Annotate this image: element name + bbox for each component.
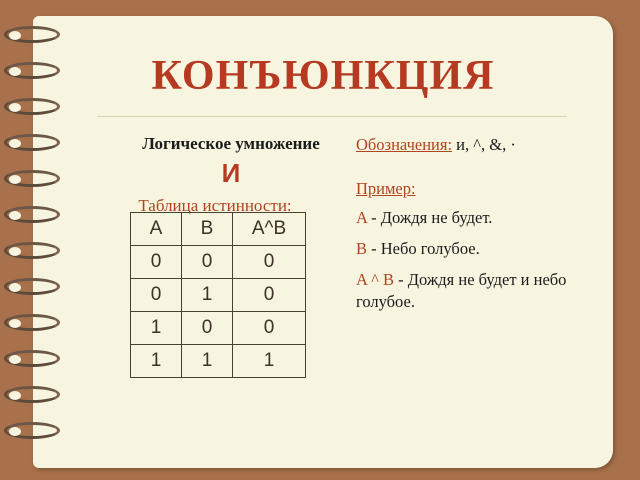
table-cell: 1 xyxy=(182,345,233,378)
table-header-row xyxy=(131,213,306,246)
example-line-2 xyxy=(356,238,586,260)
table-header-cell: B xyxy=(182,213,233,246)
notebook-page xyxy=(33,16,613,468)
table-cell: 1 xyxy=(182,279,233,312)
spiral-ring xyxy=(4,278,60,295)
example-line-3 xyxy=(356,269,586,313)
example-text: - Небо голубое. xyxy=(367,239,480,259)
subtitle: Логическое умножение xyxy=(142,134,320,153)
table-cell: 1 xyxy=(233,345,306,378)
example-variable: A ^ B xyxy=(356,269,395,289)
truth-table xyxy=(130,212,306,378)
spiral-binding xyxy=(0,16,66,468)
table-row xyxy=(131,246,306,279)
table-cell: 0 xyxy=(131,246,182,279)
table-cell: 1 xyxy=(131,345,182,378)
spiral-ring xyxy=(4,314,60,331)
table-cell: 0 xyxy=(182,312,233,345)
table-row xyxy=(131,345,306,378)
spiral-ring xyxy=(4,62,60,79)
example-variable: B xyxy=(356,239,368,259)
table-cell: 0 xyxy=(131,279,182,312)
example-text: - Дождя не будет и небо голубое. xyxy=(356,269,567,311)
notation-label: Обозначения: xyxy=(356,135,453,154)
spiral-ring xyxy=(4,134,60,151)
table-cell: 0 xyxy=(233,312,306,345)
operator-word: И xyxy=(221,158,241,188)
spiral-ring xyxy=(4,98,60,115)
table-header-cell: A^B xyxy=(233,213,306,246)
example-variable: A xyxy=(356,208,368,228)
spiral-ring xyxy=(4,350,60,367)
spiral-ring xyxy=(4,422,60,439)
table-cell: 0 xyxy=(182,246,233,279)
example-label: Пример: xyxy=(356,179,416,199)
spiral-ring xyxy=(4,242,60,259)
spiral-ring xyxy=(4,26,60,43)
example-text: - Дождя не будет. xyxy=(367,208,493,228)
truth-table-caption: Таблица истинности: xyxy=(138,196,292,215)
spiral-ring xyxy=(4,170,60,187)
table-row xyxy=(131,279,306,312)
title-divider xyxy=(97,116,567,117)
example-line-1 xyxy=(356,207,586,229)
page-title: КОНЪЮНКЦИЯ xyxy=(151,53,495,99)
table-header-cell: A xyxy=(131,213,182,246)
spiral-ring xyxy=(4,386,60,403)
notation-line xyxy=(356,134,586,155)
table-cell: 0 xyxy=(233,246,306,279)
spiral-ring xyxy=(4,206,60,223)
table-row xyxy=(131,312,306,345)
table-cell: 0 xyxy=(233,279,306,312)
notation-values: и, ^, &, · xyxy=(456,135,516,154)
right-column xyxy=(356,134,586,322)
table-cell: 1 xyxy=(131,312,182,345)
